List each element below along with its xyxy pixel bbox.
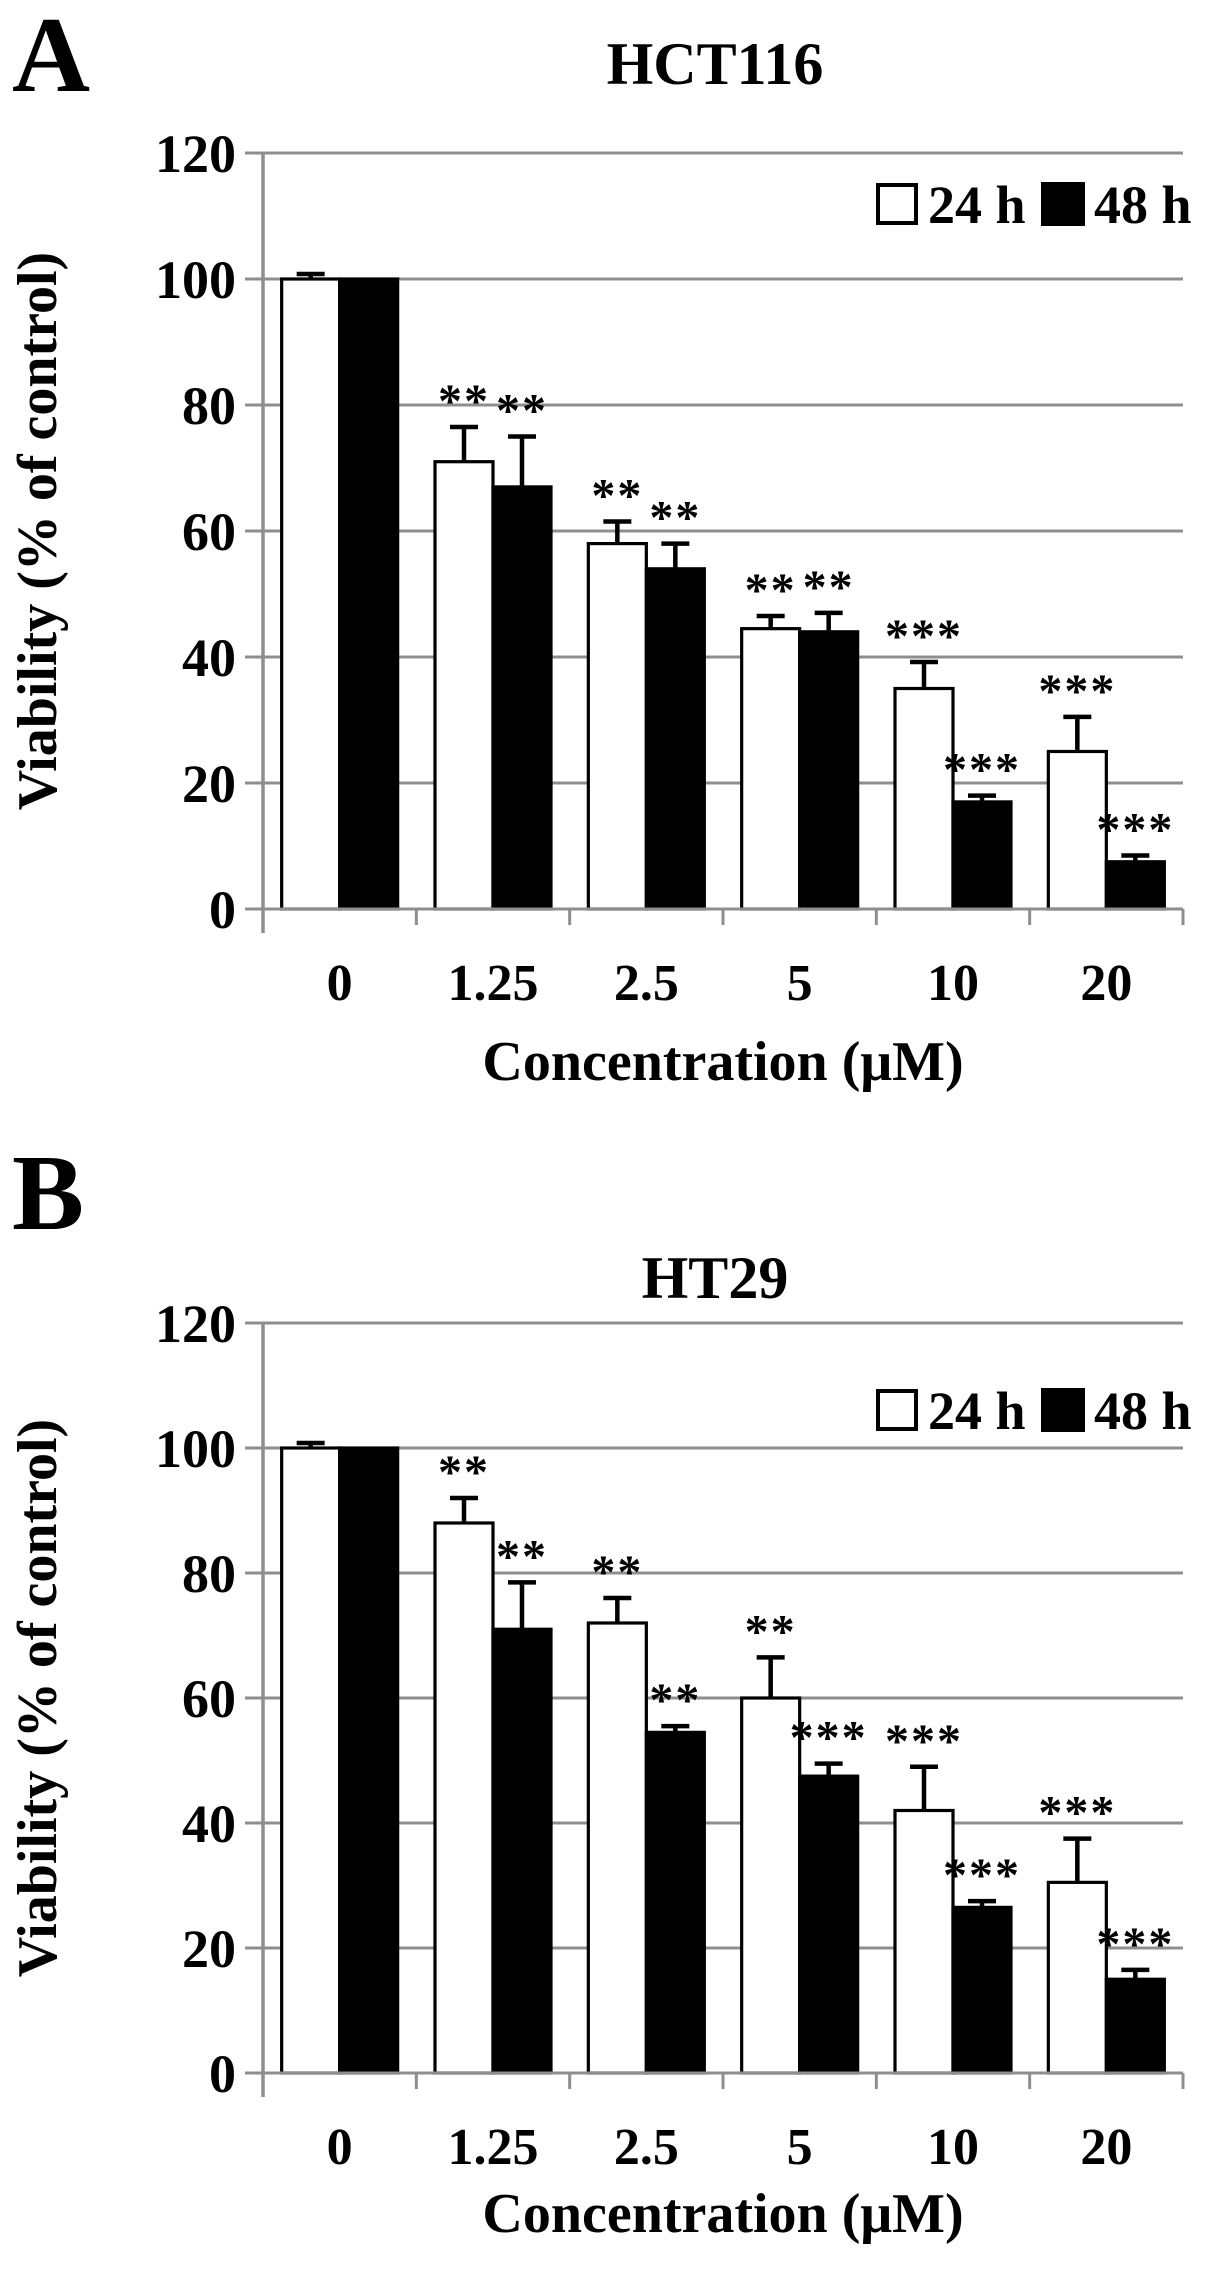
sig-24h-2.5uM: ** <box>591 469 644 523</box>
legend-label-24h: 24 h <box>928 175 1026 235</box>
sig-24h-5uM: ** <box>744 564 797 618</box>
bar-48h-1.25uM <box>493 1629 551 2073</box>
bar-24h-0uM <box>282 1448 340 2073</box>
legend-swatch-48h <box>1042 1389 1084 1431</box>
bar-24h-2.5uM <box>588 544 646 909</box>
y-tick-label-80: 80 <box>182 1544 236 1604</box>
bar-48h-5uM <box>800 1776 858 2073</box>
bar-48h-10uM <box>953 802 1011 909</box>
y-tick-label-60: 60 <box>182 1669 236 1729</box>
chart-title: HT29 <box>641 1245 789 1311</box>
sig-48h-10uM: *** <box>943 1849 1021 1903</box>
ht29-chart <box>0 1120 1205 2273</box>
x-tick-label-0: 0 <box>326 2119 353 2176</box>
bar-24h-0uM <box>282 279 340 909</box>
sig-24h-20uM: *** <box>1038 664 1117 718</box>
y-tick-label-100: 100 <box>155 250 236 310</box>
panel-a <box>0 0 1205 1120</box>
panel-b-label: B <box>12 1134 85 1253</box>
sig-48h-1.25uM: ** <box>496 384 548 438</box>
sig-48h-5uM: *** <box>789 1711 868 1765</box>
ht29-plot <box>0 1120 1205 2268</box>
bar-48h-1.25uM <box>493 487 551 909</box>
x-tick-label-5: 5 <box>786 955 813 1012</box>
sig-24h-10uM: *** <box>885 1714 963 1768</box>
bar-24h-1.25uM <box>435 462 493 909</box>
chart-title: HCT116 <box>606 31 824 97</box>
y-tick-label-0: 0 <box>209 880 236 940</box>
bar-48h-2.5uM <box>646 1732 704 2073</box>
sig-24h-2.5uM: ** <box>591 1546 644 1599</box>
hct116-chart <box>0 0 1205 1125</box>
sig-48h-2.5uM: ** <box>649 491 702 545</box>
legend-swatch-24h <box>878 1391 916 1429</box>
legend-swatch-24h <box>878 185 916 223</box>
bar-24h-10uM <box>895 689 953 910</box>
hct116-plot <box>0 0 1205 1120</box>
bar-48h-0uM <box>340 279 398 909</box>
y-tick-label-120: 120 <box>155 124 236 184</box>
sig-24h-5uM: ** <box>744 1605 797 1659</box>
x-tick-label-5: 5 <box>786 2119 813 2176</box>
y-axis-title: Viability (% of control) <box>7 1418 69 1978</box>
legend-label-24h: 24 h <box>928 1381 1026 1441</box>
x-tick-label-2.5: 2.5 <box>613 955 679 1012</box>
y-tick-label-60: 60 <box>182 502 236 562</box>
sig-48h-20uM: *** <box>1096 1917 1175 1971</box>
bar-48h-0uM <box>340 1448 398 2073</box>
sig-48h-1.25uM: ** <box>496 1530 548 1584</box>
bar-24h-20uM <box>1048 1882 1106 2073</box>
x-tick-label-1.25: 1.25 <box>447 2119 539 2176</box>
y-tick-label-80: 80 <box>182 376 236 436</box>
panel-b <box>0 1120 1205 2268</box>
bar-48h-20uM <box>1106 862 1164 909</box>
x-tick-label-2.5: 2.5 <box>613 2119 679 2176</box>
x-tick-label-20: 20 <box>1080 2119 1133 2176</box>
y-tick-label-0: 0 <box>209 2044 236 2104</box>
legend-swatch-48h <box>1042 183 1084 225</box>
panel-a-label: A <box>12 0 90 115</box>
x-tick-label-10: 10 <box>927 2119 979 2176</box>
bar-48h-2.5uM <box>646 569 704 909</box>
sig-24h-1.25uM: ** <box>438 375 490 429</box>
legend-label-48h: 48 h <box>1094 175 1192 235</box>
bar-24h-2.5uM <box>588 1623 646 2073</box>
bar-24h-1.25uM <box>435 1523 493 2073</box>
x-tick-label-1.25: 1.25 <box>447 955 539 1012</box>
bar-48h-10uM <box>953 1907 1011 2073</box>
sig-24h-10uM: *** <box>885 610 963 664</box>
x-tick-label-10: 10 <box>927 955 979 1012</box>
x-tick-label-0: 0 <box>326 955 353 1012</box>
sig-24h-1.25uM: ** <box>438 1446 490 1499</box>
legend-label-48h: 48 h <box>1094 1381 1192 1441</box>
x-tick-label-20: 20 <box>1080 955 1133 1012</box>
sig-48h-5uM: ** <box>802 560 855 614</box>
y-tick-label-120: 120 <box>155 1294 236 1354</box>
y-tick-label-40: 40 <box>182 628 236 688</box>
y-tick-label-40: 40 <box>182 1794 236 1854</box>
sig-48h-20uM: *** <box>1096 803 1175 857</box>
y-tick-label-20: 20 <box>182 1919 236 1979</box>
y-tick-label-20: 20 <box>182 754 236 814</box>
bar-48h-20uM <box>1106 1979 1164 2073</box>
bar-48h-5uM <box>800 632 858 909</box>
y-tick-label-100: 100 <box>155 1419 236 1479</box>
bar-24h-5uM <box>742 629 800 909</box>
sig-24h-20uM: *** <box>1038 1786 1117 1840</box>
x-axis-title: Concentration (μM) <box>482 1031 964 1093</box>
sig-48h-2.5uM: ** <box>649 1674 702 1728</box>
x-axis-title: Concentration (μM) <box>482 2183 964 2245</box>
sig-48h-10uM: *** <box>943 743 1021 797</box>
y-axis-title: Viability (% of control) <box>7 251 69 811</box>
